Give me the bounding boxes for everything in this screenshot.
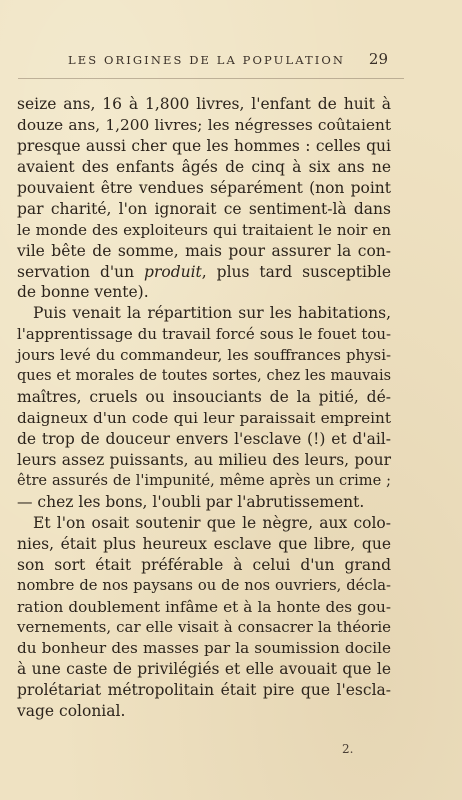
text-line: nies, était plus heureux esclave que libre, que [17,534,391,553]
running-head: LES ORIGINES DE LA POPULATION [68,53,346,67]
text-line: presque aussi cher que les hommes : celles qui [17,136,391,155]
page-header [0,50,462,74]
text-line: pouvaient être vendues séparément (non point [17,178,391,197]
text-line: servation d'un produit, plus tard susceptible [17,262,391,281]
signature-mark: 2. [342,742,354,756]
text-line: maîtres, cruels ou insouciants de la pitié, dé- [17,388,391,407]
text-line: de bonne vente). [17,283,149,302]
text-line: leurs assez puissants, au milieu des leurs, pour [17,450,391,469]
text-line: nombre de nos paysans ou de nos ouvriers, décla- [17,576,391,594]
text-line: son sort était préférable à celui d'un grand [17,555,391,574]
text-line: daigneux d'un code qui leur paraissait empreint [17,409,391,428]
header-rule [18,78,404,79]
text-line: par charité, l'on ignorait ce sentiment-là dans [17,199,391,218]
text-line: Puis venait la répartition sur les habitations, [33,304,391,323]
italic-word: produit [144,262,202,281]
text-line: jours levé du commandeur, les souffrances physi- [17,346,391,365]
page-number: 29 [368,50,388,68]
text-line: douze ans, 1,200 livres; les négresses coûtaient [17,115,391,134]
text-line: prolétariat métropolitain était pire que l'escla- [17,681,391,700]
text-line: — chez les bons, l'oubli par l'abrutissement. [17,492,365,511]
text-line: l'apprentissage du travail forcé sous le fouet tou- [17,325,391,344]
body-text [17,94,391,722]
text-line: le monde des exploiteurs qui traitaient le noir en [17,220,391,239]
text-line: vage colonial. [17,702,126,721]
text-line: être assurés de l'impunité, même après un crime ; [17,471,391,489]
text-line: de trop de douceur envers l'esclave (!) et d'ail- [17,430,391,448]
text-line: du bonheur des masses par la soumission docile [17,639,391,658]
text-line: vernements, car elle visait à consacrer la théorie [17,618,391,637]
text-line: ration doublement infâme et à la honte des gou- [17,597,391,616]
text-line: seize ans, 16 à 1,800 livres, l'enfant de huit à [17,95,391,113]
text-line: vile bête de somme, mais pour assurer la con- [17,241,391,260]
text-line: Et l'on osait soutenir que le nègre, aux colo- [33,513,391,532]
text-line: avaient des enfants âgés de cinq à six ans ne [17,157,391,176]
text-line: ques et morales de toutes sortes, chez les mauvais [17,368,391,385]
text-line: à une caste de privilégiés et elle avouait que le [17,660,391,679]
